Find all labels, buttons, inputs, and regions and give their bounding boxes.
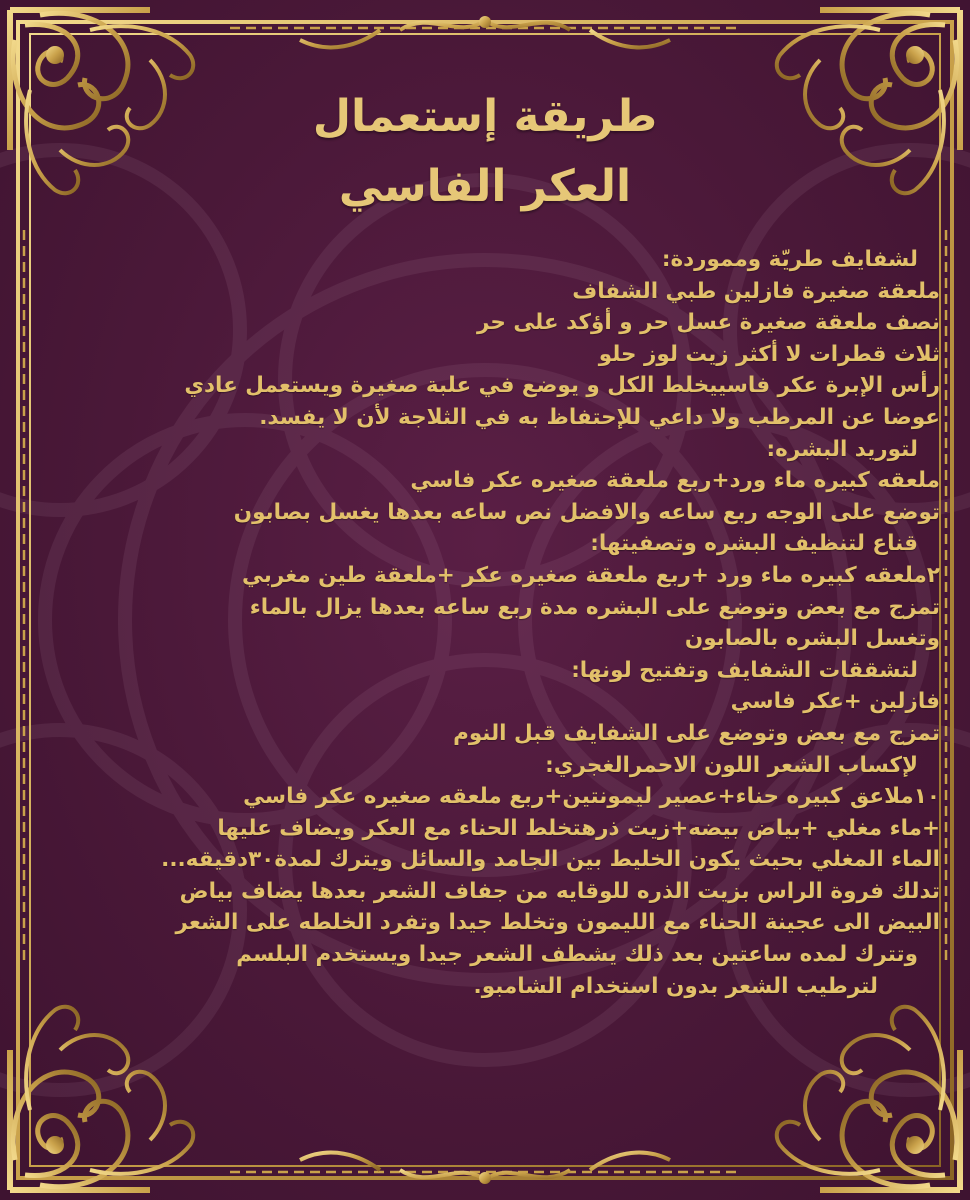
text-line: لترطيب الشعر بدون استخدام الشامبو. <box>473 973 878 999</box>
text-line: ملعقة صغيرة فازلين طبي الشفاف <box>572 278 940 304</box>
section-heading: قناع لتنظيف البشره وتصفيتها: <box>590 531 918 557</box>
text-line: تمزج مع بعض وتوضع على البشره مدة ربع ساعه بعدها يزال بالماء <box>249 594 940 620</box>
section-heading: لتشققات الشفايف وتفتيح لونها: <box>571 657 918 683</box>
text-line: الماء المغلي بحيث يكون الخليط بين الجامد والسائل ويترك لمدة٣٠دقيقه... <box>161 847 940 873</box>
text-line: البيض الى عجينة الحناء مع الليمون وتخلط جيدا وتفرد الخلطه على الشعر <box>175 910 940 936</box>
text-line: ٢ملعقه كبيره ماء ورد +ربع ملعقة صغيره عكر +ملعقة طين مغربي <box>242 562 940 588</box>
text-line: تدلك فروة الراس بزيت الذره للوقايه من جفاف الشعر بعدها يضاف بياض <box>179 878 940 904</box>
section-heading: لإكساب الشعر اللون الاحمرالغجري: <box>545 752 918 778</box>
title-line-1: طريقة إستعمال <box>312 91 658 142</box>
text-line: ملعقه كبيره ماء ورد+ربع ملعقة صغيره عكر فاسي <box>410 468 940 494</box>
text-line: وتغسل البشره بالصابون <box>684 626 940 652</box>
section-heading: وتترك لمده ساعتين بعد ذلك يشطف الشعر جيدا ويستخدم البلسم <box>236 942 918 968</box>
text-line: تمزج مع بعض وتوضع على الشفايف قبل النوم <box>453 720 940 746</box>
poster-title <box>0 82 970 222</box>
text-line: فازلين +عكر فاسي <box>730 689 940 715</box>
text-line: +ماء مغلي +بياض بيضه+زيت ذرهتخلط الحناء مع العكر ويضاف عليها <box>217 815 940 841</box>
section-heading: لتوريد البشره: <box>766 436 918 462</box>
text-line: توضع على الوجه ربع ساعه والافضل نص ساعه بعدها يغسل بصابون <box>233 499 940 525</box>
text-line: ثلاث قطرات لا أكثر زيت لوز حلو <box>598 341 940 367</box>
text-line: ١٠ملاعق كبيره حناء+عصير ليمونتين+ربع ملعقه صغيره عكر فاسي <box>243 784 940 810</box>
title-line-2: العكر الفاسي <box>338 161 632 212</box>
text-line: نصف ملعقة صغيرة عسل حر و أؤكد على حر <box>477 310 940 336</box>
section-heading: لشفايف طريّة ومموردة: <box>661 247 918 272</box>
text-line: عوضا عن المرطب ولا داعي للإحتفاظ به في الثلاجة لأن لا يفسد. <box>259 404 940 430</box>
text-line: رأس الإبرة عكر فاسييخلط الكل و يوضع في علبة صغيرة ويستعمل عادي <box>184 373 940 399</box>
recipe-text <box>30 244 940 1002</box>
